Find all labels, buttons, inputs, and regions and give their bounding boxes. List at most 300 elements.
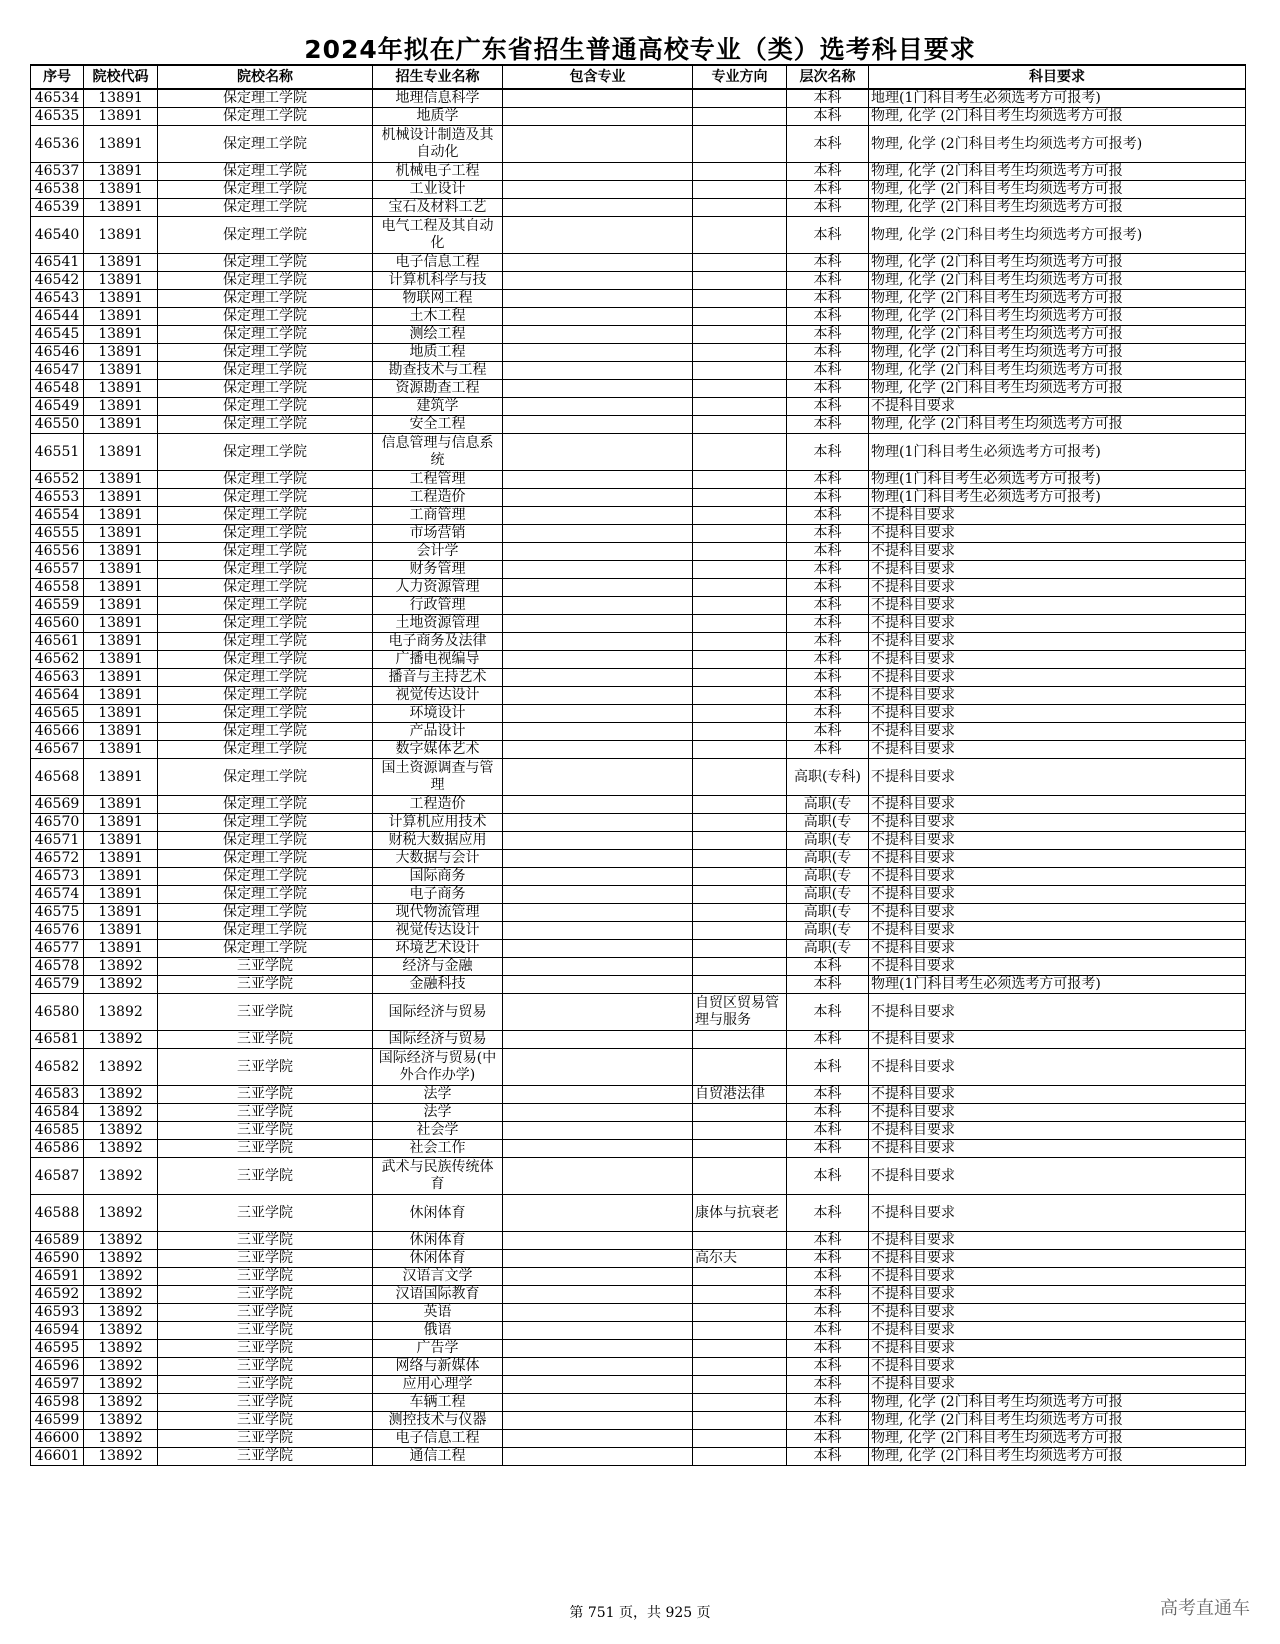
cell-level: 本科 bbox=[787, 723, 869, 741]
cell-index: 46574 bbox=[31, 886, 84, 904]
table-row bbox=[31, 89, 1246, 108]
cell-included-majors bbox=[503, 1086, 693, 1104]
cell-subject-requirement: 不提科目要求 bbox=[869, 994, 1246, 1031]
cell-index: 46578 bbox=[31, 958, 84, 976]
cell-level: 本科 bbox=[787, 561, 869, 579]
cell-subject-requirement: 不提科目要求 bbox=[869, 940, 1246, 958]
cell-school-code: 13892 bbox=[84, 1086, 158, 1104]
cell-school-code: 13891 bbox=[84, 741, 158, 759]
cell-direction bbox=[693, 759, 787, 796]
cell-direction bbox=[693, 290, 787, 308]
cell-school-name: 三亚学院 bbox=[158, 976, 373, 994]
cell-subject-requirement: 不提科目要求 bbox=[869, 633, 1246, 651]
cell-level: 本科 bbox=[787, 362, 869, 380]
cell-included-majors bbox=[503, 850, 693, 868]
cell-index: 46536 bbox=[31, 126, 84, 163]
cell-level: 本科 bbox=[787, 489, 869, 507]
cell-index: 46539 bbox=[31, 199, 84, 217]
cell-school-code: 13891 bbox=[84, 832, 158, 850]
cell-subject-requirement: 不提科目要求 bbox=[869, 543, 1246, 561]
cell-major-name: 电子商务 bbox=[373, 886, 503, 904]
cell-major-name: 工程造价 bbox=[373, 796, 503, 814]
cell-level: 本科 bbox=[787, 1232, 869, 1250]
cell-school-name: 保定理工学院 bbox=[158, 669, 373, 687]
cell-included-majors bbox=[503, 1122, 693, 1140]
cell-school-name: 保定理工学院 bbox=[158, 579, 373, 597]
cell-major-name: 地质学 bbox=[373, 108, 503, 126]
cell-included-majors bbox=[503, 1448, 693, 1466]
cell-direction bbox=[693, 1304, 787, 1322]
cell-included-majors bbox=[503, 814, 693, 832]
cell-subject-requirement: 不提科目要求 bbox=[869, 525, 1246, 543]
cell-school-name: 保定理工学院 bbox=[158, 561, 373, 579]
cell-level: 本科 bbox=[787, 471, 869, 489]
table-row bbox=[31, 1358, 1246, 1376]
cell-subject-requirement: 不提科目要求 bbox=[869, 1322, 1246, 1340]
cell-included-majors bbox=[503, 1250, 693, 1268]
table-row bbox=[31, 868, 1246, 886]
page-title: 2024年拟在广东省招生普通高校专业（类）选考科目要求 bbox=[304, 35, 976, 64]
cell-subject-requirement: 物理(1门科目考生必须选考方可报考) bbox=[869, 976, 1246, 994]
cell-direction bbox=[693, 89, 787, 108]
cell-school-code: 13891 bbox=[84, 759, 158, 796]
cell-included-majors bbox=[503, 759, 693, 796]
cell-level: 本科 bbox=[787, 290, 869, 308]
cell-school-name: 三亚学院 bbox=[158, 1268, 373, 1286]
cell-index: 46594 bbox=[31, 1322, 84, 1340]
cell-index: 46550 bbox=[31, 416, 84, 434]
cell-school-name: 保定理工学院 bbox=[158, 597, 373, 615]
cell-major-name: 地质工程 bbox=[373, 344, 503, 362]
cell-index: 46535 bbox=[31, 108, 84, 126]
cell-school-code: 13891 bbox=[84, 126, 158, 163]
cell-subject-requirement: 不提科目要求 bbox=[869, 507, 1246, 525]
cell-major-name: 地理信息科学 bbox=[373, 89, 503, 108]
cell-major-name: 应用心理学 bbox=[373, 1376, 503, 1394]
cell-school-name: 三亚学院 bbox=[158, 1430, 373, 1448]
table-row bbox=[31, 344, 1246, 362]
cell-school-code: 13892 bbox=[84, 1122, 158, 1140]
cell-index: 46570 bbox=[31, 814, 84, 832]
cell-school-code: 13891 bbox=[84, 615, 158, 633]
cell-school-code: 13891 bbox=[84, 362, 158, 380]
cell-included-majors bbox=[503, 1286, 693, 1304]
table-row bbox=[31, 705, 1246, 723]
cell-subject-requirement: 物理, 化学 (2门科目考生均须选考方可报 bbox=[869, 362, 1246, 380]
cell-level: 本科 bbox=[787, 108, 869, 126]
cell-included-majors bbox=[503, 1049, 693, 1086]
cell-major-name: 视觉传达设计 bbox=[373, 922, 503, 940]
cell-level: 本科 bbox=[787, 507, 869, 525]
cell-level: 本科 bbox=[787, 1195, 869, 1232]
cell-subject-requirement: 不提科目要求 bbox=[869, 1140, 1246, 1158]
cell-subject-requirement: 物理, 化学 (2门科目考生均须选考方可报 bbox=[869, 181, 1246, 199]
cell-school-name: 保定理工学院 bbox=[158, 163, 373, 181]
cell-index: 46538 bbox=[31, 181, 84, 199]
cell-school-code: 13892 bbox=[84, 1430, 158, 1448]
cell-major-name: 武术与民族传统体育 bbox=[373, 1158, 503, 1195]
cell-index: 46571 bbox=[31, 832, 84, 850]
cell-included-majors bbox=[503, 1430, 693, 1448]
cell-direction bbox=[693, 1448, 787, 1466]
cell-included-majors bbox=[503, 543, 693, 561]
cell-major-name: 国际经济与贸易(中外合作办学) bbox=[373, 1049, 503, 1086]
cell-subject-requirement: 物理, 化学 (2门科目考生均须选考方可报 bbox=[869, 416, 1246, 434]
table-row bbox=[31, 886, 1246, 904]
header-school-name: 院校名称 bbox=[158, 65, 373, 89]
cell-school-code: 13892 bbox=[84, 1412, 158, 1430]
cell-included-majors bbox=[503, 1195, 693, 1232]
cell-direction bbox=[693, 723, 787, 741]
header-included-majors: 包含专业 bbox=[503, 65, 693, 89]
cell-school-code: 13892 bbox=[84, 1232, 158, 1250]
cell-index: 46573 bbox=[31, 868, 84, 886]
cell-major-name: 国际经济与贸易 bbox=[373, 994, 503, 1031]
cell-major-name: 物联网工程 bbox=[373, 290, 503, 308]
cell-included-majors bbox=[503, 416, 693, 434]
cell-school-name: 保定理工学院 bbox=[158, 344, 373, 362]
cell-direction bbox=[693, 543, 787, 561]
cell-included-majors bbox=[503, 1158, 693, 1195]
table-row bbox=[31, 1195, 1246, 1232]
table-row bbox=[31, 126, 1246, 163]
cell-level: 本科 bbox=[787, 1049, 869, 1086]
cell-level: 本科 bbox=[787, 1340, 869, 1358]
cell-major-name: 法学 bbox=[373, 1104, 503, 1122]
cell-included-majors bbox=[503, 579, 693, 597]
cell-major-name: 土地资源管理 bbox=[373, 615, 503, 633]
cell-direction bbox=[693, 471, 787, 489]
cell-subject-requirement: 不提科目要求 bbox=[869, 1340, 1246, 1358]
cell-school-name: 保定理工学院 bbox=[158, 633, 373, 651]
cell-included-majors bbox=[503, 976, 693, 994]
cell-direction bbox=[693, 272, 787, 290]
cell-level: 本科 bbox=[787, 651, 869, 669]
table-row bbox=[31, 651, 1246, 669]
cell-school-code: 13891 bbox=[84, 326, 158, 344]
cell-school-code: 13891 bbox=[84, 398, 158, 416]
cell-included-majors bbox=[503, 561, 693, 579]
cell-direction bbox=[693, 199, 787, 217]
cell-major-name: 测绘工程 bbox=[373, 326, 503, 344]
cell-level: 本科 bbox=[787, 615, 869, 633]
table-row bbox=[31, 597, 1246, 615]
table-row bbox=[31, 1322, 1246, 1340]
cell-level: 本科 bbox=[787, 398, 869, 416]
cell-index: 46588 bbox=[31, 1195, 84, 1232]
table-row bbox=[31, 471, 1246, 489]
cell-major-name: 视觉传达设计 bbox=[373, 687, 503, 705]
cell-subject-requirement: 不提科目要求 bbox=[869, 705, 1246, 723]
cell-major-name: 电子信息工程 bbox=[373, 254, 503, 272]
cell-direction bbox=[693, 525, 787, 543]
table-row bbox=[31, 1232, 1246, 1250]
cell-included-majors bbox=[503, 651, 693, 669]
cell-index: 46587 bbox=[31, 1158, 84, 1195]
cell-subject-requirement: 物理, 化学 (2门科目考生均须选考方可报 bbox=[869, 344, 1246, 362]
cell-direction bbox=[693, 958, 787, 976]
cell-school-name: 三亚学院 bbox=[158, 1340, 373, 1358]
cell-school-code: 13891 bbox=[84, 561, 158, 579]
cell-index: 46537 bbox=[31, 163, 84, 181]
cell-level: 本科 bbox=[787, 1376, 869, 1394]
cell-direction bbox=[693, 597, 787, 615]
cell-major-name: 汉语言文学 bbox=[373, 1268, 503, 1286]
cell-direction bbox=[693, 489, 787, 507]
cell-school-code: 13891 bbox=[84, 217, 158, 254]
cell-direction bbox=[693, 1232, 787, 1250]
table-row bbox=[31, 380, 1246, 398]
cell-direction bbox=[693, 687, 787, 705]
cell-school-name: 保定理工学院 bbox=[158, 741, 373, 759]
cell-included-majors bbox=[503, 308, 693, 326]
cell-school-code: 13891 bbox=[84, 705, 158, 723]
cell-index: 46583 bbox=[31, 1086, 84, 1104]
cell-school-name: 三亚学院 bbox=[158, 1286, 373, 1304]
table-row bbox=[31, 1376, 1246, 1394]
cell-direction bbox=[693, 1122, 787, 1140]
cell-school-name: 三亚学院 bbox=[158, 1322, 373, 1340]
cell-index: 46558 bbox=[31, 579, 84, 597]
cell-index: 46551 bbox=[31, 434, 84, 471]
table-row bbox=[31, 1086, 1246, 1104]
cell-included-majors bbox=[503, 254, 693, 272]
cell-school-name: 三亚学院 bbox=[158, 1448, 373, 1466]
cell-index: 46546 bbox=[31, 344, 84, 362]
cell-school-name: 三亚学院 bbox=[158, 1232, 373, 1250]
cell-school-code: 13891 bbox=[84, 723, 158, 741]
table-body bbox=[31, 89, 1246, 1466]
table-row bbox=[31, 1158, 1246, 1195]
cell-level: 高职(专 bbox=[787, 868, 869, 886]
cell-level: 本科 bbox=[787, 525, 869, 543]
table-row bbox=[31, 832, 1246, 850]
cell-index: 46568 bbox=[31, 759, 84, 796]
table-row bbox=[31, 1412, 1246, 1430]
cell-direction bbox=[693, 1412, 787, 1430]
table-row bbox=[31, 108, 1246, 126]
table-row bbox=[31, 687, 1246, 705]
cell-school-code: 13891 bbox=[84, 308, 158, 326]
cell-subject-requirement: 不提科目要求 bbox=[869, 597, 1246, 615]
cell-level: 本科 bbox=[787, 126, 869, 163]
cell-level: 高职(专 bbox=[787, 814, 869, 832]
cell-major-name: 资源勘查工程 bbox=[373, 380, 503, 398]
cell-school-code: 13891 bbox=[84, 434, 158, 471]
cell-direction bbox=[693, 163, 787, 181]
table-row bbox=[31, 1140, 1246, 1158]
cell-level: 本科 bbox=[787, 543, 869, 561]
cell-level: 本科 bbox=[787, 344, 869, 362]
cell-index: 46560 bbox=[31, 615, 84, 633]
cell-included-majors bbox=[503, 344, 693, 362]
cell-level: 本科 bbox=[787, 1448, 869, 1466]
requirements-table bbox=[30, 64, 1246, 1466]
cell-subject-requirement: 不提科目要求 bbox=[869, 958, 1246, 976]
cell-school-code: 13892 bbox=[84, 1376, 158, 1394]
cell-subject-requirement: 不提科目要求 bbox=[869, 1250, 1246, 1268]
cell-level: 本科 bbox=[787, 1104, 869, 1122]
cell-index: 46599 bbox=[31, 1412, 84, 1430]
table-row bbox=[31, 633, 1246, 651]
brand-watermark: 高考直通车 bbox=[1160, 1598, 1250, 1619]
cell-school-name: 三亚学院 bbox=[158, 1394, 373, 1412]
cell-school-code: 13891 bbox=[84, 89, 158, 108]
table-row bbox=[31, 1031, 1246, 1049]
cell-level: 本科 bbox=[787, 380, 869, 398]
cell-direction bbox=[693, 561, 787, 579]
cell-index: 46581 bbox=[31, 1031, 84, 1049]
cell-included-majors bbox=[503, 1376, 693, 1394]
cell-school-code: 13891 bbox=[84, 669, 158, 687]
cell-school-name: 三亚学院 bbox=[158, 1250, 373, 1268]
cell-index: 46548 bbox=[31, 380, 84, 398]
cell-index: 46576 bbox=[31, 922, 84, 940]
cell-major-name: 网络与新媒体 bbox=[373, 1358, 503, 1376]
cell-included-majors bbox=[503, 741, 693, 759]
cell-school-name: 保定理工学院 bbox=[158, 254, 373, 272]
cell-school-name: 保定理工学院 bbox=[158, 759, 373, 796]
cell-direction bbox=[693, 940, 787, 958]
cell-level: 高职(专 bbox=[787, 796, 869, 814]
cell-school-code: 13892 bbox=[84, 1049, 158, 1086]
cell-subject-requirement: 物理(1门科目考生必须选考方可报考) bbox=[869, 471, 1246, 489]
cell-school-code: 13891 bbox=[84, 290, 158, 308]
cell-level: 高职(专 bbox=[787, 886, 869, 904]
cell-school-code: 13891 bbox=[84, 904, 158, 922]
cell-subject-requirement: 不提科目要求 bbox=[869, 741, 1246, 759]
cell-major-name: 行政管理 bbox=[373, 597, 503, 615]
cell-school-code: 13891 bbox=[84, 471, 158, 489]
header-school-code: 院校代码 bbox=[84, 65, 158, 89]
cell-level: 高职(专 bbox=[787, 922, 869, 940]
cell-subject-requirement: 物理, 化学 (2门科目考生均须选考方可报 bbox=[869, 1394, 1246, 1412]
cell-school-name: 保定理工学院 bbox=[158, 886, 373, 904]
cell-major-name: 安全工程 bbox=[373, 416, 503, 434]
cell-included-majors bbox=[503, 525, 693, 543]
cell-major-name: 电气工程及其自动化 bbox=[373, 217, 503, 254]
cell-school-name: 保定理工学院 bbox=[158, 126, 373, 163]
cell-major-name: 金融科技 bbox=[373, 976, 503, 994]
cell-subject-requirement: 不提科目要求 bbox=[869, 1268, 1246, 1286]
cell-school-code: 13891 bbox=[84, 868, 158, 886]
cell-school-name: 保定理工学院 bbox=[158, 362, 373, 380]
cell-school-code: 13891 bbox=[84, 254, 158, 272]
cell-direction bbox=[693, 362, 787, 380]
cell-school-name: 三亚学院 bbox=[158, 1104, 373, 1122]
cell-included-majors bbox=[503, 1268, 693, 1286]
cell-subject-requirement: 不提科目要求 bbox=[869, 669, 1246, 687]
cell-school-name: 保定理工学院 bbox=[158, 922, 373, 940]
cell-subject-requirement: 不提科目要求 bbox=[869, 1286, 1246, 1304]
cell-included-majors bbox=[503, 687, 693, 705]
table-row bbox=[31, 796, 1246, 814]
cell-direction bbox=[693, 326, 787, 344]
cell-direction bbox=[693, 1158, 787, 1195]
table-row bbox=[31, 199, 1246, 217]
cell-index: 46575 bbox=[31, 904, 84, 922]
cell-major-name: 计算机应用技术 bbox=[373, 814, 503, 832]
cell-direction bbox=[693, 868, 787, 886]
cell-level: 本科 bbox=[787, 89, 869, 108]
cell-direction bbox=[693, 1031, 787, 1049]
cell-school-name: 保定理工学院 bbox=[158, 290, 373, 308]
cell-major-name: 市场营销 bbox=[373, 525, 503, 543]
cell-level: 高职(专 bbox=[787, 850, 869, 868]
cell-level: 本科 bbox=[787, 669, 869, 687]
cell-level: 本科 bbox=[787, 1031, 869, 1049]
cell-school-name: 三亚学院 bbox=[158, 1412, 373, 1430]
cell-level: 高职(专 bbox=[787, 832, 869, 850]
cell-school-code: 13891 bbox=[84, 543, 158, 561]
cell-major-name: 会计学 bbox=[373, 543, 503, 561]
cell-direction bbox=[693, 416, 787, 434]
cell-major-name: 数字媒体艺术 bbox=[373, 741, 503, 759]
cell-index: 46584 bbox=[31, 1104, 84, 1122]
cell-included-majors bbox=[503, 362, 693, 380]
cell-school-code: 13891 bbox=[84, 507, 158, 525]
cell-direction: 康体与抗衰老 bbox=[693, 1195, 787, 1232]
table-row bbox=[31, 958, 1246, 976]
cell-index: 46593 bbox=[31, 1304, 84, 1322]
cell-direction bbox=[693, 886, 787, 904]
table-row bbox=[31, 922, 1246, 940]
cell-included-majors bbox=[503, 326, 693, 344]
cell-level: 本科 bbox=[787, 254, 869, 272]
cell-included-majors bbox=[503, 507, 693, 525]
cell-index: 46590 bbox=[31, 1250, 84, 1268]
table-row bbox=[31, 1430, 1246, 1448]
table-row bbox=[31, 1304, 1246, 1322]
cell-school-code: 13891 bbox=[84, 633, 158, 651]
cell-major-name: 财税大数据应用 bbox=[373, 832, 503, 850]
cell-included-majors bbox=[503, 398, 693, 416]
cell-school-name: 保定理工学院 bbox=[158, 687, 373, 705]
cell-school-code: 13892 bbox=[84, 1140, 158, 1158]
cell-school-name: 保定理工学院 bbox=[158, 525, 373, 543]
table-row bbox=[31, 1049, 1246, 1086]
cell-index: 46572 bbox=[31, 850, 84, 868]
cell-school-code: 13891 bbox=[84, 108, 158, 126]
cell-school-code: 13892 bbox=[84, 1394, 158, 1412]
cell-index: 46549 bbox=[31, 398, 84, 416]
cell-subject-requirement: 不提科目要求 bbox=[869, 579, 1246, 597]
cell-level: 本科 bbox=[787, 181, 869, 199]
header-subject-requirement: 科目要求 bbox=[869, 65, 1246, 89]
cell-level: 本科 bbox=[787, 579, 869, 597]
cell-subject-requirement: 物理, 化学 (2门科目考生均须选考方可报 bbox=[869, 1430, 1246, 1448]
cell-level: 本科 bbox=[787, 163, 869, 181]
table-row bbox=[31, 1104, 1246, 1122]
table-row bbox=[31, 507, 1246, 525]
cell-subject-requirement: 不提科目要求 bbox=[869, 814, 1246, 832]
table-row bbox=[31, 741, 1246, 759]
cell-subject-requirement: 不提科目要求 bbox=[869, 651, 1246, 669]
cell-index: 46542 bbox=[31, 272, 84, 290]
cell-school-name: 保定理工学院 bbox=[158, 108, 373, 126]
cell-school-name: 保定理工学院 bbox=[158, 434, 373, 471]
cell-level: 本科 bbox=[787, 199, 869, 217]
cell-subject-requirement: 不提科目要求 bbox=[869, 615, 1246, 633]
cell-subject-requirement: 不提科目要求 bbox=[869, 759, 1246, 796]
cell-level: 本科 bbox=[787, 272, 869, 290]
cell-school-code: 13892 bbox=[84, 1104, 158, 1122]
cell-direction bbox=[693, 344, 787, 362]
cell-level: 本科 bbox=[787, 1304, 869, 1322]
cell-school-code: 13892 bbox=[84, 976, 158, 994]
table-row bbox=[31, 994, 1246, 1031]
cell-included-majors bbox=[503, 489, 693, 507]
